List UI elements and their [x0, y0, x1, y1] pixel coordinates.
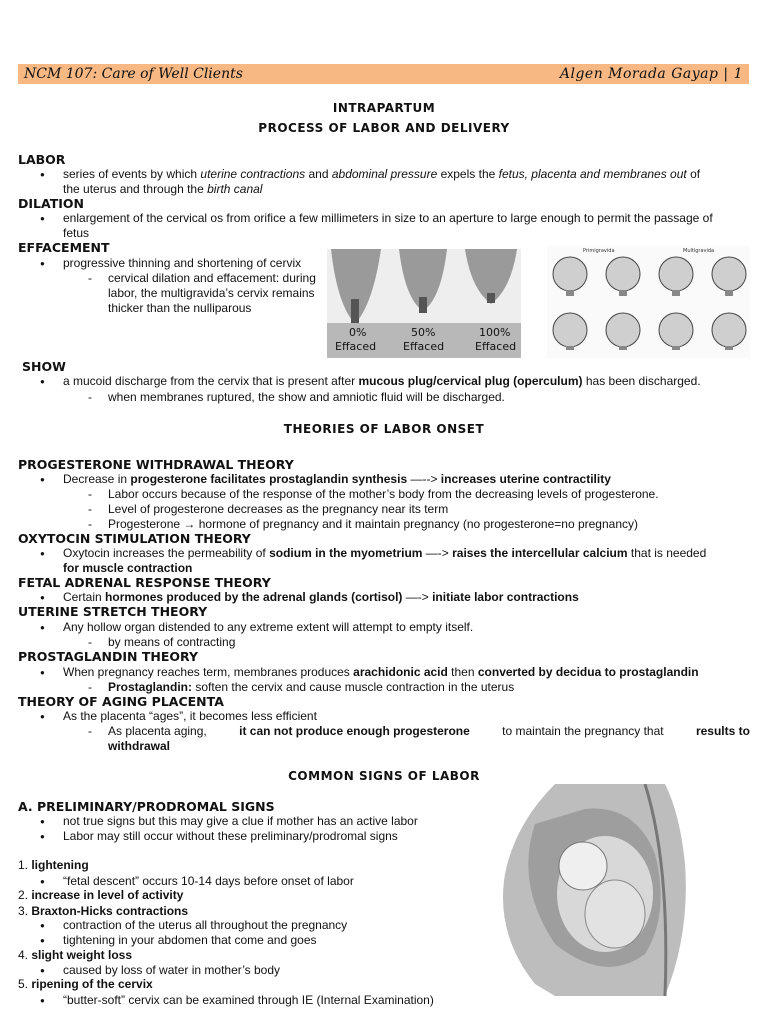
aging-sub: - As placenta aging, it can not produce enough progesterone to maintain the pregnancy that results to	[88, 724, 750, 739]
effacement-sub-2: labor, the multigravida’s cervix remains	[108, 286, 315, 300]
progesterone-sub-2: - Level of progesterone decreases as the pregnancy near its term	[88, 502, 448, 517]
heading-labor: LABOR	[18, 152, 66, 167]
oxytocin-bullet: ● Oxytocin increases the permeability of sodium in the myometrium —-> raises the intercellular calcium that is needed	[40, 546, 706, 561]
heading-oxytocin: OXYTOCIN STIMULATION THEORY	[18, 531, 251, 546]
sign-1: 1. lightening	[18, 858, 89, 872]
labor-bullet: ● series of events by which uterine contractions and abdominal pressure expels the fetus, placenta and membranes out of	[40, 167, 700, 182]
title-common-signs: COMMON SIGNS OF LABOR	[288, 769, 480, 783]
dilation-bullet-cont: fetus	[63, 226, 90, 240]
fig-label-2: 50%	[411, 326, 436, 339]
sign-3-bullet-2: ● tightening in your abdomen that come and goes	[40, 933, 317, 948]
heading-show: SHOW	[22, 359, 66, 374]
effacement-bullet: ● progressive thinning and shortening of cervix	[40, 256, 301, 271]
heading-dilation: DILATION	[18, 196, 84, 211]
effacement-figure	[327, 249, 521, 358]
svg-text:Primigravida: Primigravida	[583, 248, 615, 254]
fig-label-1: Effaced	[335, 340, 377, 353]
heading-uterine-stretch: UTERINE STRETCH THEORY	[18, 604, 208, 619]
fig-label-4: 100%	[479, 326, 511, 339]
dilation-bullet: ● enlargement of the cervical os from orifice a few millimeters in size to an aperture to large enough to permit the passage of	[40, 211, 713, 226]
sign-4-bullet: ● caused by loss of water in mother’s body	[40, 963, 280, 978]
sign-2: 2. increase in level of activity	[18, 888, 184, 902]
title-process: PROCESS OF LABOR AND DELIVERY	[258, 121, 510, 135]
fetal-bullet: ● Certain hormones produced by the adrenal glands (cortisol) —-> initiate labor contractions	[40, 590, 579, 605]
dilation-comparison-figure	[547, 246, 750, 358]
title-theories: THEORIES OF LABOR ONSET	[283, 422, 485, 436]
uterine-bullet: ● Any hollow organ distended to any extreme extent will attempt to empty itself.	[40, 620, 473, 635]
pregnancy-illustration	[495, 784, 690, 996]
sign-3-bullet-1: ● contraction of the uterus all throughout the pregnancy	[40, 918, 347, 933]
oxytocin-bullet-cont: for muscle contraction	[63, 561, 193, 575]
progesterone-sub-1: - Labor occurs because of the response of the mother’s body from the decreasing levels of progesterone.	[88, 487, 659, 502]
sign-3: 3. Braxton-Hicks contractions	[18, 904, 189, 918]
title-intrapartum: INTRAPARTUM	[332, 101, 436, 115]
show-bullet: ● a mucoid discharge from the cervix that is present after mucous plug/cervical plug (operculum) has been discharged.	[40, 374, 701, 389]
heading-fetal-adrenal: FETAL ADRENAL RESPONSE THEORY	[18, 575, 271, 590]
sign-4: 4. slight weight loss	[18, 948, 133, 962]
labor-bullet-cont: the uterus and through the birth canal	[63, 182, 263, 196]
heading-aging-placenta: THEORY OF AGING PLACENTA	[18, 694, 224, 709]
prostaglandin-sub: - Prostaglandin: soften the cervix and cause muscle contraction in the uterus	[88, 680, 514, 695]
heading-prostaglandin: PROSTAGLANDIN THEORY	[18, 649, 198, 664]
fig-label-0: 0%	[349, 326, 367, 339]
header-bar	[18, 64, 749, 84]
fig-label-3: Effaced	[403, 340, 445, 353]
effacement-sub-3: thicker than the nulliparous	[108, 301, 252, 315]
aging-bullet: ● As the placenta “ages”, it becomes less efficient	[40, 709, 317, 724]
svg-text:Multigravida: Multigravida	[683, 248, 715, 254]
prostaglandin-bullet: ● When pregnancy reaches term, membranes produces arachidonic acid then converted by decidua to prostaglandin	[40, 665, 699, 680]
signs-bullet-1: ● not true signs but this may give a clue if mother has an active labor	[40, 814, 418, 829]
show-sub: - when membranes ruptured, the show and amniotic fluid will be discharged.	[88, 390, 505, 405]
fig-label-5: Effaced	[475, 340, 517, 353]
sign-5-bullet: ● “butter-soft” cervix can be examined through IE (Internal Examination)	[40, 993, 434, 1008]
sign-1-bullet: ● “fetal descent” occurs 10-14 days before onset of labor	[40, 874, 354, 889]
heading-preliminary-signs: A. PRELIMINARY/PRODROMAL SIGNS	[18, 799, 275, 814]
course-title: NCM 107: Care of Well Clients	[24, 66, 243, 82]
progesterone-bullet: ● Decrease in progesterone facilitates prostaglandin synthesis —--> increases uterine contractility	[40, 472, 611, 487]
author-page: Algen Morada Gayap | 1	[559, 66, 743, 82]
effacement-sub-1: - cervical dilation and effacement: during	[88, 271, 316, 286]
heading-effacement: EFFACEMENT	[18, 240, 110, 255]
heading-progesterone: PROGESTERONE WITHDRAWAL THEORY	[18, 457, 294, 472]
sign-5: 5. ripening of the cervix	[18, 977, 153, 991]
progesterone-sub-3: - Progesterone → hormone of pregnancy and it maintain pregnancy (no progesterone=no pregnancy)	[88, 517, 638, 532]
signs-bullet-2: ● Labor may still occur without these preliminary/prodromal signs	[40, 829, 398, 844]
uterine-sub: - by means of contracting	[88, 635, 235, 650]
aging-sub-cont: withdrawal	[108, 739, 171, 753]
